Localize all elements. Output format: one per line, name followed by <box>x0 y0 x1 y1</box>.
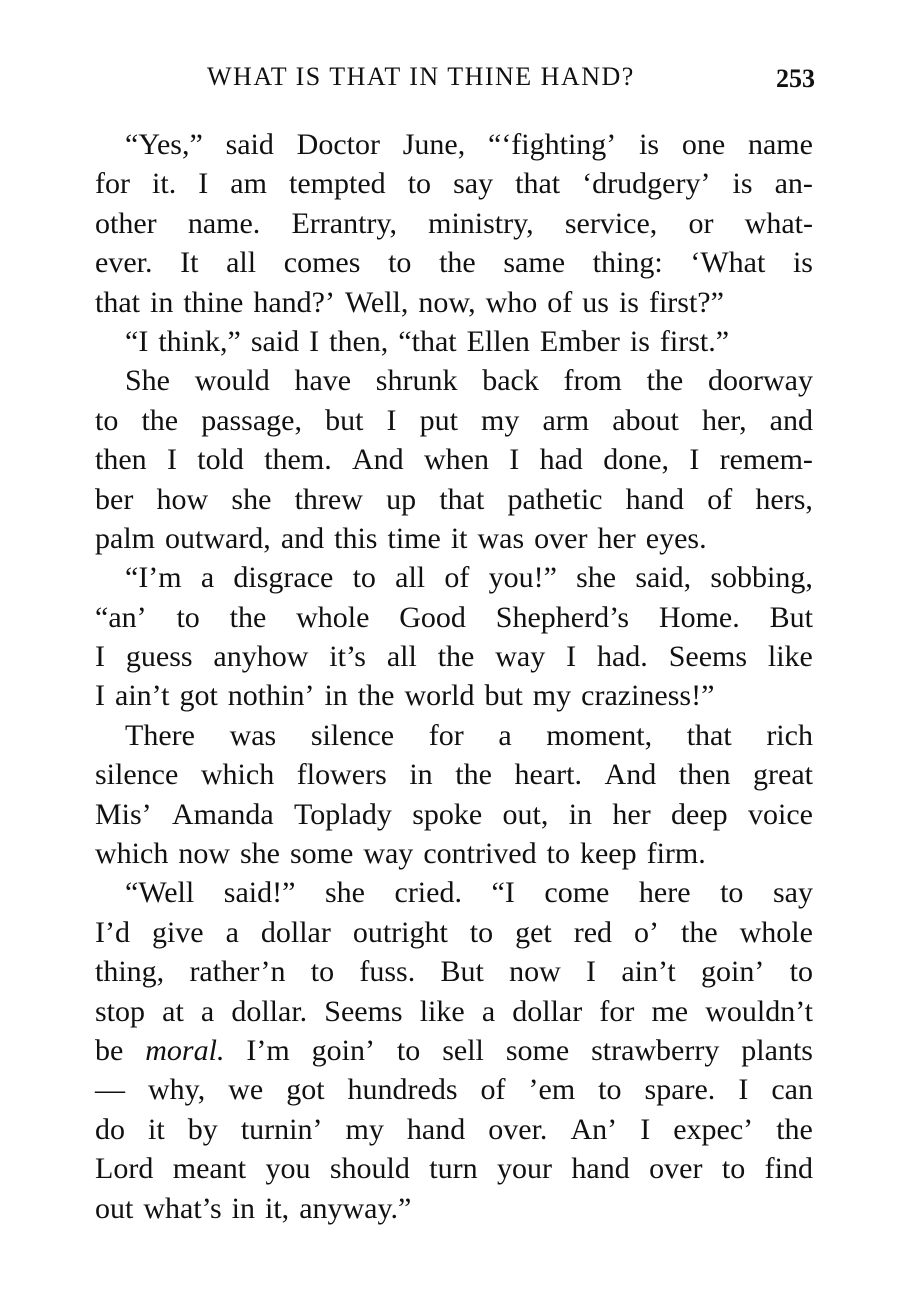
text-line: I’d give a dollar outright to get red o’ the whole <box>95 915 813 949</box>
text-line: do it by turnin’ my hand over. An’ I expec’ the <box>95 1112 813 1146</box>
text-line: Lord meant you should turn your hand over to find <box>95 1152 813 1186</box>
text-line: “Yes,” said Doctor June, “‘fighting’ is one name <box>125 128 813 161</box>
text-line: stop at a dollar. Seems like a dollar for me wouldn’t <box>95 994 813 1028</box>
running-head: WHAT IS THAT IN THINE HAND? <box>207 62 635 91</box>
text-line: I ain’t got nothin’ in the world but my craziness!” <box>95 679 715 713</box>
text-line: to the passage, but I put my arm about her, and <box>95 403 813 437</box>
text-line: There was silence for a moment, that rich <box>125 718 813 752</box>
text-line: palm outward, and this time it was over her eyes. <box>95 521 707 555</box>
text-line: for it. I am tempted to say that ‘drudgery’ is an- <box>95 167 813 201</box>
text-line: “an’ to the whole Good Shepherd’s Home. But <box>95 600 813 634</box>
text-line: be moral. I’m goin’ to sell some strawberry plants <box>95 1033 813 1067</box>
text-line: I guess anyhow it’s all the way I had. Seems like <box>95 640 813 674</box>
text-line: that in thine hand?’ Well, now, who of us is first?” <box>95 285 724 319</box>
body-text <box>95 125 813 1228</box>
text-line: “I’m a disgrace to all of you!” she said, sobbing, <box>125 561 813 595</box>
text-line: silence which flowers in the heart. And then great <box>95 758 813 792</box>
page-header <box>95 62 815 102</box>
text-line: “I think,” said I then, “that Ellen Ember is first.” <box>125 324 730 358</box>
text-line: “Well said!” she cried. “I come here to say <box>125 876 813 910</box>
text-line: She would have shrunk back from the doorway <box>125 364 813 398</box>
text-line: which now she some way contrived to keep firm. <box>95 837 706 871</box>
text-line: ber how she threw up that pathetic hand of hers, <box>95 482 813 516</box>
text-line: then I told them. And when I had done, I remem- <box>95 443 813 477</box>
text-line: other name. Errantry, ministry, service, or what- <box>95 206 813 240</box>
text-line: thing, rather’n to fuss. But now I ain’t goin’ to <box>95 955 813 989</box>
page-number: 253 <box>776 64 815 93</box>
text-line: ever. It all comes to the same thing: ‘What is <box>95 246 813 280</box>
text-line: — why, we got hundreds of ’em to spare. I can <box>95 1073 813 1107</box>
text-line: out what’s in it, anyway.” <box>95 1191 412 1225</box>
text-line: Mis’ Amanda Toplady spoke out, in her deep voice <box>95 797 813 831</box>
